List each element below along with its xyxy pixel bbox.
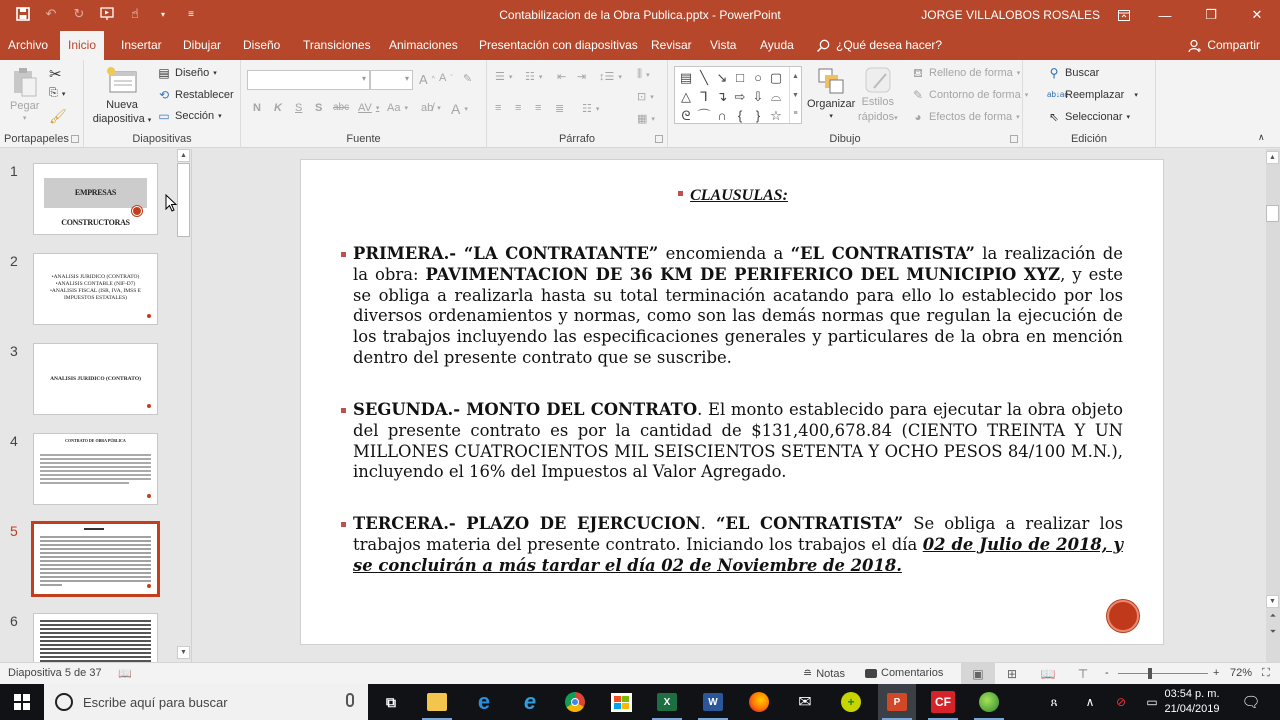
mouse-cursor-icon	[165, 194, 177, 212]
quick-access-toolbar	[14, 5, 200, 23]
bullets-icon[interactable]: ☰ ▾	[495, 71, 513, 83]
edge-icon: e	[477, 689, 491, 714]
scroll-up-arrow-icon[interactable]: ▲	[177, 149, 190, 162]
arrange-icon	[816, 66, 846, 96]
folder-icon	[427, 693, 447, 711]
textbox-shape-icon[interactable]: ▤	[679, 70, 693, 85]
font-color-button[interactable]: A ▾	[451, 101, 468, 117]
normal-view-button[interactable]: ▣	[961, 663, 995, 684]
show-hidden-icons-chevron-icon[interactable]: ∧	[1085, 695, 1095, 709]
new-slide-button[interactable]: Nueva diapositiva ▾	[92, 66, 152, 128]
align-text-icon[interactable]: ⊡ ▾	[637, 91, 654, 103]
comment-icon	[865, 669, 877, 678]
paint-bucket-icon: ⛾	[913, 66, 923, 80]
mail-icon: ✉	[798, 694, 812, 711]
collapse-ribbon-icon[interactable]: ∧	[1258, 132, 1265, 142]
quick-styles-button[interactable]: Estilos rápidos▾	[858, 66, 898, 126]
cf-app-icon: CF	[931, 691, 955, 713]
clock-date: 21/04/2019	[1164, 703, 1220, 715]
ribbon	[0, 60, 1280, 148]
ribbon-display-options-button[interactable]	[1106, 0, 1142, 30]
font-name-combo[interactable]: ▾	[247, 70, 370, 90]
shapes-gallery[interactable]	[674, 66, 802, 124]
replace-icon: ab↓ac	[1047, 90, 1069, 99]
decrease-indent-icon[interactable]: ⇤	[557, 71, 567, 83]
group-portapapeles	[0, 60, 84, 148]
save-icon[interactable]	[14, 5, 32, 23]
close-button[interactable]: ✕	[1251, 7, 1263, 22]
shape-fill-button[interactable]: ⛾ Relleno de forma ▾	[911, 66, 1020, 80]
curve-shape-icon[interactable]: ∩	[717, 108, 727, 123]
share-label: Compartir	[1207, 38, 1260, 52]
scroll-down-arrow-icon[interactable]: ▼	[1266, 595, 1279, 608]
paste-button[interactable]: Pegar ▾	[10, 66, 39, 122]
cf-app-button[interactable]	[924, 684, 962, 720]
word-icon: W	[703, 693, 723, 711]
present-from-start-icon[interactable]	[98, 5, 116, 23]
chrome-icon	[565, 692, 585, 712]
line-shape-icon[interactable]: ╲	[700, 70, 708, 85]
firefox-button[interactable]	[740, 684, 778, 720]
windows-taskbar	[0, 684, 1280, 720]
firefox-icon	[749, 692, 769, 712]
mail-button[interactable]	[786, 684, 824, 720]
scroll-up-arrow-icon[interactable]: ▲	[1266, 151, 1279, 164]
triangle-shape-icon[interactable]: △	[681, 89, 691, 104]
bold-button[interactable]: N	[253, 102, 261, 114]
thumbnails-scrollbar[interactable]	[177, 149, 190, 660]
tab-dibujar[interactable]: Dibujar	[183, 38, 222, 52]
customize-qat-icon[interactable]: ≡	[188, 8, 194, 20]
clause-segunda[interactable]: SEGUNDA.- MONTO DEL CONTRATO. El monto establecido para ejecutar la obra objeto del presente contrato es por la cantidad de $131,400,678.84 (CIENTO TREINTA Y UN MILLONES CUATROCIENTOS MIL SEISCIENTOS SETENTA Y OCHO PESOS 84/100 M.N.), incluyendo el 16% del Impuestos al Valor Agregado.	[353, 400, 1123, 483]
clause-tercera[interactable]: TERCERA.- PLAZO DE EJERCUCION. “EL CONTRATISTA” Se obliga a realizar los trabajos materia del presente contrato. Iniciando los trabajos el día 02 de Julio de 2018, y se concluirán a más tardar el día 02 de Noviembre de 2018.	[353, 514, 1123, 576]
right-brace-icon[interactable]: }	[755, 108, 761, 123]
format-painter-icon[interactable]: 🖌	[49, 108, 67, 124]
tab-archivo[interactable]: Archivo	[8, 38, 49, 52]
group-label-parrafo: Párrafo	[558, 133, 596, 145]
slide-sorter-view-button[interactable]: ⊞	[1006, 666, 1018, 681]
rounded-rect-shape-icon[interactable]: ▢	[769, 70, 783, 85]
tab-diseno[interactable]: Diseño	[243, 38, 281, 52]
spelling-icon[interactable]: 📖	[118, 668, 132, 680]
shrink-font-button[interactable]: A ˇ	[439, 72, 453, 84]
store-button[interactable]	[602, 684, 640, 720]
fit-to-window-icon[interactable]: ⛶	[1262, 667, 1270, 679]
excel-icon: X	[657, 693, 677, 711]
tab-inicio[interactable]: Inicio	[60, 31, 104, 60]
system-clock[interactable]	[1160, 687, 1224, 717]
zoom-slider[interactable]	[1118, 673, 1208, 674]
battery-icon[interactable]: ▭	[1146, 695, 1158, 709]
dialog-launcher-icon[interactable]	[655, 135, 663, 143]
ribbon-tabs	[0, 31, 1280, 60]
align-center-icon[interactable]: ≡	[515, 102, 522, 114]
arc-shape-icon[interactable]: ⌒	[697, 108, 711, 123]
comments-button[interactable]: Comentarios	[865, 667, 943, 679]
clear-formatting-icon[interactable]: ✎	[463, 73, 473, 85]
person-add-icon	[1188, 39, 1202, 53]
scrollbar-handle[interactable]	[177, 163, 190, 237]
smartart-icon[interactable]: ▦ ▾	[637, 113, 655, 125]
layout-button[interactable]: ▤ Diseño ▾	[158, 66, 217, 80]
find-button[interactable]: ⚲ Buscar	[1047, 66, 1099, 80]
slide-counter: Diapositiva 5 de 37	[8, 667, 102, 679]
group-label-edicion: Edición	[1070, 133, 1108, 145]
tab-ayuda[interactable]: Ayuda	[760, 38, 794, 52]
start-button[interactable]	[0, 684, 44, 720]
green-plus-app-button[interactable]	[832, 684, 870, 720]
tab-insertar[interactable]: Insertar	[121, 38, 162, 52]
down-arrow-shape-icon[interactable]: ⇩	[752, 89, 764, 104]
group-diapositivas	[84, 60, 241, 148]
shapes-gallery-scroll[interactable]: ▲ ▼ ≡	[789, 67, 801, 123]
edge-button[interactable]	[465, 684, 503, 720]
reading-view-button[interactable]: 📖	[1040, 666, 1056, 681]
slide-heading[interactable]: CLAUSULAS:	[301, 187, 1165, 205]
replace-button[interactable]: ab↓ac Reemplazar ▾	[1047, 89, 1138, 101]
status-bar	[0, 662, 1280, 684]
bullet-icon	[341, 252, 346, 257]
window-title: Contabilizacion de la Obra Publica.pptx - PowerPoint	[499, 8, 781, 22]
arrange-button[interactable]: Organizar ▾	[807, 66, 855, 120]
italic-button[interactable]: K	[274, 102, 282, 114]
line-spacing-icon[interactable]: ↕☰ ▾	[599, 71, 622, 83]
shadow-button[interactable]: S	[315, 102, 323, 114]
zoom-level[interactable]: 72%	[1230, 667, 1253, 679]
scrollbar-handle[interactable]	[1266, 205, 1279, 222]
internet-explorer-icon: e	[523, 689, 537, 714]
internet-explorer-button[interactable]	[511, 684, 549, 720]
search-placeholder: Escribe aquí para buscar	[83, 695, 228, 710]
windows-logo-icon	[14, 694, 30, 710]
bullet-icon	[678, 191, 683, 196]
dropdown-arrow-icon[interactable]: ▾	[160, 9, 165, 19]
arrow-line-shape-icon[interactable]: ↘	[716, 70, 728, 85]
action-center-icon[interactable]: 🗨	[1241, 694, 1261, 711]
group-label-fuente: Fuente	[346, 133, 381, 145]
network-icon[interactable]: ⊘	[1115, 695, 1127, 709]
clock-time: 03:54 p. m.	[1164, 688, 1220, 700]
elbow-connector-icon[interactable]: ⅂	[700, 89, 708, 104]
tell-me-label: ¿Qué desea hacer?	[836, 38, 943, 52]
shape-outline-button[interactable]: ✎ Contorno de forma ▾	[912, 88, 1029, 102]
group-label-portapapeles: Portapapeles	[4, 133, 69, 145]
zoom-in-button[interactable]: +	[1213, 667, 1220, 679]
green-app-icon	[979, 692, 999, 712]
slide-thumbnails-panel: 1 EMPRESAS CONSTRUCTORAS 2 •ANALISIS JURIDICO (CONTRATO) •ANALISIS CONTABLE (NIF-D7) •ANALISIS FISCAL (ISR, IVA, IMSS E IMPUESTOS ESTATALES) 3 ANALISIS JURIDICO (CONTRATO) 4 CONTRATO DE OBRA PÚBLICA 5 6 ▲ ▼	[0, 149, 192, 662]
numbering-icon[interactable]: ☷ ▾	[525, 71, 543, 83]
align-right-icon[interactable]: ≡	[535, 102, 542, 114]
microphone-icon[interactable]	[346, 693, 354, 707]
tab-animaciones[interactable]: Animaciones	[389, 38, 458, 52]
tab-transiciones[interactable]: Transiciones	[303, 38, 371, 52]
powerpoint-icon: P	[887, 693, 907, 711]
right-arrow-shape-icon[interactable]: ⇨	[734, 89, 746, 104]
record-icon	[132, 206, 142, 216]
align-left-icon[interactable]: ≡	[495, 102, 502, 114]
change-case-button[interactable]: Aa ▾	[387, 102, 408, 114]
tab-vista[interactable]: Vista	[710, 38, 737, 52]
dialog-launcher-icon[interactable]	[71, 135, 79, 143]
chrome-button[interactable]	[556, 684, 594, 720]
new-slide-icon	[106, 66, 138, 94]
restore-button[interactable]: ❐	[1205, 7, 1217, 22]
scroll-down-arrow-icon[interactable]: ▼	[177, 646, 190, 659]
copy-icon[interactable]: ⎘ ▾	[49, 87, 66, 99]
elbow-arrow-icon[interactable]: ↴	[716, 89, 728, 104]
group-label-diapositivas: Diapositivas	[132, 133, 192, 145]
select-button[interactable]: ⇖ Seleccionar ▾	[1048, 110, 1130, 124]
editor-scrollbar[interactable]	[1266, 149, 1280, 662]
tab-presentacion[interactable]: Presentación con diapositivas	[479, 38, 638, 52]
next-slide-icon[interactable]: ⏷	[1269, 627, 1277, 636]
search-icon	[816, 39, 830, 53]
section-icon: ▭	[158, 109, 170, 123]
grow-font-button[interactable]: A ^	[419, 72, 435, 87]
tell-me-search[interactable]	[816, 31, 942, 60]
bullet-icon	[341, 408, 346, 413]
excel-button[interactable]	[648, 684, 686, 720]
bullet-icon	[341, 522, 346, 527]
shape-effects-button[interactable]: ◕ Efectos de forma ▾	[911, 110, 1020, 124]
section-button[interactable]: ▭ Sección ▾	[158, 109, 222, 123]
pencil-icon: ✎	[912, 88, 924, 102]
undo-icon[interactable]: ↶	[45, 6, 57, 21]
search-icon: ⚲	[1049, 66, 1059, 80]
cursor-arrow-icon: ⇖	[1048, 110, 1060, 124]
text-direction-icon[interactable]: ⫼ ▾	[637, 68, 650, 80]
character-spacing-button[interactable]: AV ▾	[358, 102, 380, 114]
people-icon[interactable]: ጸ	[1050, 694, 1058, 709]
increase-indent-icon[interactable]: ⇥	[577, 71, 587, 83]
title-bar	[0, 0, 1280, 31]
store-icon	[611, 693, 632, 712]
redo-icon[interactable]: ↻	[73, 6, 85, 21]
green-plus-app-icon: +	[841, 692, 861, 712]
highlight-icon[interactable]: ab̸ ▾	[421, 102, 441, 114]
paste-icon	[11, 66, 39, 98]
task-view-button[interactable]	[372, 684, 410, 720]
effects-icon: ◕	[914, 110, 922, 124]
font-size-combo[interactable]: ▾	[370, 70, 413, 90]
cortana-icon	[55, 693, 73, 711]
share-button[interactable]	[1188, 31, 1260, 60]
user-name[interactable]: JORGE VILLALOBOS ROSALES	[921, 8, 1100, 22]
left-brace-icon[interactable]: {	[737, 108, 743, 123]
quick-styles-icon	[864, 66, 892, 94]
word-button[interactable]	[694, 684, 732, 720]
layout-icon: ▤	[158, 66, 170, 80]
slide-editor	[193, 149, 1265, 662]
previous-slide-icon[interactable]: ⏶	[1269, 611, 1277, 620]
freeform-shape-icon[interactable]: ⌓	[770, 89, 782, 104]
green-app-button[interactable]	[970, 684, 1008, 720]
group-edicion	[1023, 60, 1156, 148]
chevron-down-icon: ▾	[22, 115, 27, 122]
cut-icon[interactable]: ✂	[49, 66, 62, 83]
taskbar-search[interactable]	[44, 684, 368, 720]
zoom-out-button[interactable]: -	[1105, 667, 1109, 679]
strikethrough-button[interactable]: abc	[333, 102, 350, 113]
notes-button[interactable]: ≘ Notas	[803, 667, 845, 680]
file-explorer-button[interactable]	[418, 684, 456, 720]
touch-mode-icon[interactable]: ☝	[131, 6, 139, 21]
slideshow-view-button[interactable]: ⊤	[1077, 666, 1089, 681]
star-shape-icon[interactable]: ☆	[770, 108, 782, 123]
tab-revisar[interactable]: Revisar	[651, 38, 692, 52]
notes-icon: ≘	[803, 668, 813, 680]
slide-canvas[interactable]	[300, 159, 1164, 645]
powerpoint-button[interactable]	[878, 684, 916, 720]
task-view-icon: ⧉	[386, 693, 396, 710]
reset-button[interactable]: ⟲ Restablecer	[158, 88, 234, 102]
scribble-shape-icon[interactable]: ᘓ	[681, 108, 691, 123]
oval-shape-icon[interactable]: ○	[754, 70, 762, 85]
columns-icon[interactable]: ☷ ▾	[582, 103, 600, 115]
slide-logo-badge-icon	[1107, 600, 1139, 632]
clause-primera[interactable]: PRIMERA.- “LA CONTRATANTE” encomienda a “EL CONTRATISTA” la realización de la obra: PAVIMENTACION DE 36 KM DE PERIFERICO DEL MUNICIPIO XYZ, y este se obliga a realizarla hasta su total terminación acatando para ello lo establecido por los diversos ordenamientos y normas, como son las demás normas que regulan la ejecución de los trabajos incluyendo las especificaciones generales y particulares de la obra en mención dentro del presente contrato que se suscribe.	[353, 244, 1123, 369]
underline-button[interactable]: S	[295, 102, 303, 114]
minimize-button[interactable]: —	[1158, 7, 1172, 23]
dialog-launcher-icon[interactable]	[1010, 135, 1018, 143]
justify-icon[interactable]: ≣	[555, 103, 565, 115]
rectangle-shape-icon[interactable]: □	[736, 70, 744, 85]
reset-icon: ⟲	[158, 88, 170, 102]
group-label-dibujo: Dibujo	[829, 133, 861, 145]
group-parrafo	[487, 60, 668, 148]
group-fuente	[241, 60, 487, 148]
